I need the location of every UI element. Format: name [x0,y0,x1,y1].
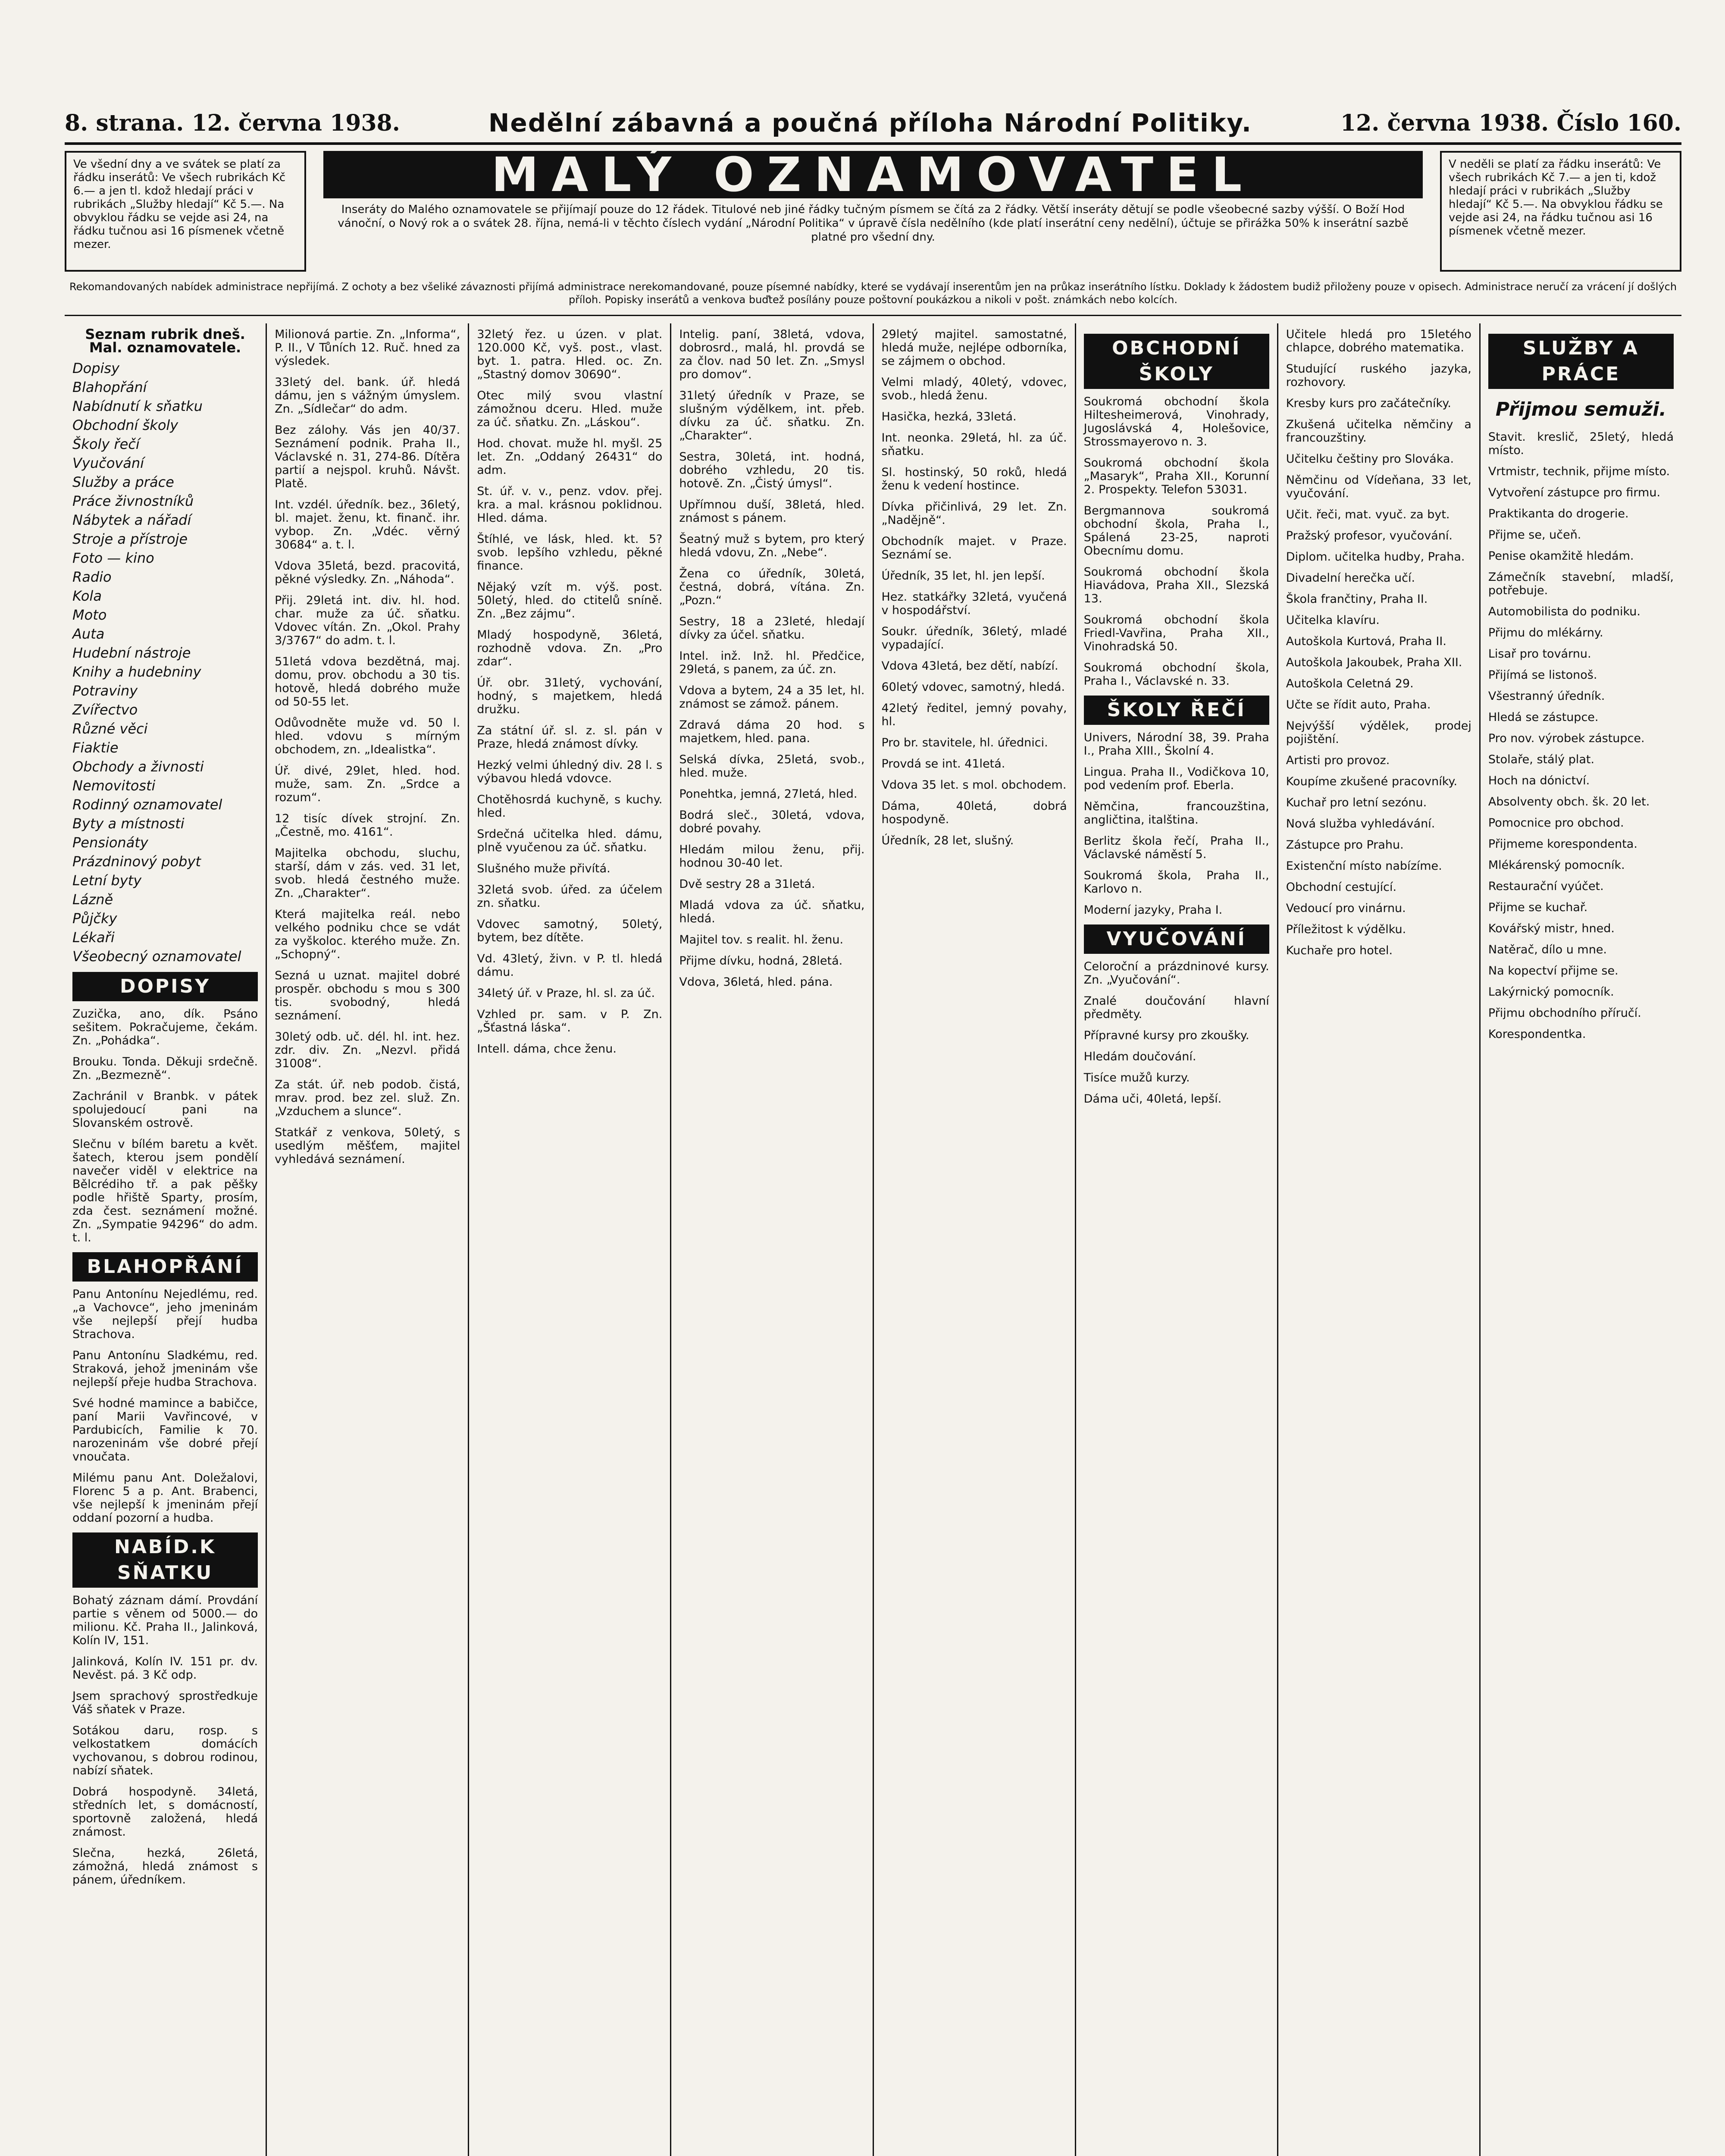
classified-ad: Soukromá obchodní škola Hiltesheimerová, Vinohrady, Jugoslávská 4, Holešovice, Strossmayerovo n. 3. [1083,395,1269,448]
toc-item: Nabídnutí k sňatku [72,398,203,414]
classified-ad: Přijme se, učeň. [1488,528,1581,542]
toc-item: Potraviny [72,683,138,699]
classified-ad: Nová služba vyhledávání. [1286,817,1435,830]
classified-ad: Lisař pro továrnu. [1488,647,1591,661]
classified-ad: Provdá se int. 41letá. [881,757,1005,771]
classified-ad: Němčinu od Vídeňana, 33 let, vyučování. [1286,473,1471,500]
classified-ad: Učitelka klavíru. [1286,614,1380,627]
blahoprani-list [72,1288,258,1525]
classified-ad: Bodrá sleč., 30letá, vdova, dobré povahy. [679,808,865,835]
toc-item: Fiaktie [72,740,119,756]
classified-ad: Stavit. kreslič, 25letý, hledá místo. [1488,430,1674,457]
toc-item: Práce živnostníků [72,493,194,509]
classified-ad: Tisíce mužů kurzy. [1083,1071,1190,1084]
classified-ad: Majitelka obchodu, sluchu, starší, dám v zás. ved. 31 let, svob. hledá čestného muže. Zn. „Charakter“. [275,846,460,900]
classified-ad: Korespondentka. [1488,1028,1586,1041]
columns [65,323,1681,2156]
classified-ad: Za státní úř. sl. z. sl. pán v Praze, hledá známost dívky. [477,724,663,751]
classified-ad: 32letá svob. úřed. za účelem zn. sňatku. [477,883,663,910]
classified-ad: 32letý řez. u úzen. v plat. 120.000 Kč, vyš. post., vlast. byt. 1. patra. Hled. oc. Zn. „Stastný domov 30690“. [477,328,663,381]
classified-ad: Selská dívka, 25letá, svob., hled. muže. [679,753,865,780]
classified-ad: Automobilista do podniku. [1488,605,1640,618]
classified-ad: Univers, Národní 38, 39. Praha I., Praha XIII., Školní 4. [1083,731,1269,758]
classified-ad: Která majitelka reál. nebo velkého podniku chce se vdát za vyškoloc. kterého muže. Zn. „Schopný“. [275,908,460,961]
classified-ad: Hezký velmi úhledný div. 28 l. s výbavou hledá vdovce. [477,758,663,785]
classified-ad: Nějaký vzít m. výš. post. 50letý, hled. do ctitelů sníně. Zn. „Bez zájmu“. [477,580,663,620]
classified-ad: Moderní jazyky, Praha I. [1083,903,1223,917]
classified-ad: Mlékárenský pomocník. [1488,859,1625,872]
classified-ad: Žena co úředník, 30letá, čestná, dobrá, vítána. Zn. „Pozn.“ [679,567,865,607]
classified-ad: Statkář z venkova, 50letý, s usedlým měšťem, majitel vyhledává seznámení. [275,1126,460,1166]
classified-ad: Všestranný úředník. [1488,689,1605,703]
classified-ad: Otec milý svou vlastní zámožnou dceru. Hled. muže za úč. sňatku. Zn. „Láskou“. [477,389,663,429]
classified-ad: Dáma uči, 40letá, lepší. [1083,1092,1222,1106]
classified-ad: Intelig. paní, 38letá, vdova, dobrosrd., malá, hl. provdá se za člov. nad 50 let. Zn. „Smysl pro domov“. [679,328,865,381]
classified-ad: Penise okamžitě hledám. [1488,549,1634,563]
classified-ad: Vdova, 36letá, hled. pána. [679,975,833,989]
rates-box-right: V neděli se platí za řádku inserátů: Ve všech rubrikách Kč 7.— a jen ti, kdož hledají práci v rubrikách „Služby hledají“ Kč 5.—. Na obvyklou řádku se vejde asi 24, na řádku tučnou asi 16 písmenek včetně mezer. [1440,151,1681,272]
classified-ad: Panu Antonínu Nejedlému, red. „a Vachovce“, jeho jmeninám vše nejlepší přejí hudba Strachova. [72,1288,258,1341]
classified-ad: Soukr. úředník, 36letý, mladé vypadající. [881,625,1067,652]
toc-item: Moto [72,607,107,623]
toc-item: Obchody a živnosti [72,758,204,775]
classified-ad: Existenční místo nabízíme. [1286,859,1442,873]
classified-ad: 34letý úř. v Praze, hl. sl. za úč. [477,987,655,1000]
toc-item: Knihy a hudebniny [72,664,201,680]
classified-ad: Nejvýšší výdělek, prodej pojištění. [1286,719,1471,746]
classified-ad: Odůvodněte muže vd. 50 l. hled. vdovu s mírným obchodem, zn. „Idealistka“. [275,716,460,756]
classified-ad: Vd. 43letý, živn. v P. tl. hledá dámu. [477,952,663,979]
classified-ad: Natěrač, dílo u mne. [1488,943,1607,956]
classified-ad: Velmi mladý, 40letý, vdovec, svob., hledá ženu. [881,376,1067,402]
classified-ad: Přijmu obchodního příručí. [1488,1006,1641,1020]
classified-ad: Zachránil v Branbk. v pátek spolujedoucí pani na Slovanském ostrově. [72,1090,258,1130]
skoly-reci-list [1084,731,1269,917]
classified-ad: Upřímnou duší, 38letá, hled. známost s pánem. [679,498,865,525]
classified-ad: Přípravné kursy pro zkoušky. [1083,1029,1249,1042]
column-7 [1278,323,1481,2156]
classified-ad: Kresby kurs pro začátečníky. [1286,397,1451,410]
classified-ad: Obchodník majet. v Praze. Seznámí se. [881,535,1067,561]
classified-ad: Lakýrnický pomocník. [1488,985,1614,999]
classified-ad: Soukromá obchodní škola Hiavádova, Praha XII., Slezská 13. [1083,565,1269,605]
ads-list [882,328,1067,847]
classified-ad: 30letý odb. uč. dél. hl. int. hez. zdr. div. Zn. „Nezvl. přidá 31008“. [275,1030,460,1070]
classified-ad: Sestra, 30letá, int. hodná, dobrého vzhledu, 20 tis. hotově. Zn. „Čistý úmysl“. [679,450,865,490]
classified-ad: Milionová partie. Zn. „Informa“, P. II., V Tůních 12. Ruč. hned za výsledek. [275,328,460,368]
classified-ad: Za stát. úř. neb podob. čistá, mrav. prod. bez zel. služ. Zn. „Vzduchem a slunce“. [275,1078,460,1118]
classified-ad: Kuchaře pro hotel. [1286,944,1393,957]
column-2 [267,323,469,2156]
classified-ad: Sl. hostinský, 50 roků, hledá ženu k vedení hostince. [881,466,1067,492]
classified-ad: Zkušená učitelka němčiny a francouzštiny. [1286,418,1471,445]
classified-ad: Zdravá dáma 20 hod. s majetkem, hled. pana. [679,718,865,745]
classified-ad: Int. neonka. 29letá, hl. za úč. sňatku. [881,431,1067,458]
classified-ad: Koupíme zkušené pracovníky. [1286,775,1458,788]
section-heading-skoly-reci: ŠKOLY ŘEČÍ [1084,696,1269,725]
toc-item: Lékaři [72,929,115,946]
classified-ad: Vrtmistr, technik, přijme místo. [1488,465,1670,478]
classified-ad: Bergmannova soukromá obchodní škola, Praha I., Spálená 23-25, naproti Obecnímu domu. [1083,504,1269,558]
toc-item: Hudební nástroje [72,645,191,661]
column-5 [874,323,1076,2156]
classified-ad: Úředník, 28 let, slušný. [881,834,1014,847]
classified-ad: Milému panu Ant. Doležalovi, Florenc 5 a p. Ant. Brabenci, vše nejlepší k jmeninám přejí oddaní pozorní a hudba. [72,1471,258,1525]
administration-notice: Rekomandovaných nabídek administrace nepřijímá. Z ochoty a bez všeliké závaznosti přijímá administrace nerekomandované, pouze písemné nabídky, které se vydávají inserentům jen na průkaz inserátního lístku. Doklady k žádostem budiž přiloženy pouze v opisech. Administrace neručí za vrácení jí došlých příloh. Popisky inserátů a venkova buďtež posílány pouze poštovní poukázkou a nikoli v pošt. známkách nebo kolcích. [65,280,1681,316]
toc-item: Rodinný oznamovatel [72,796,222,813]
classified-ad: 51letá vdova bezdětná, maj. domu, prov. obchodu a 30 tis. hotově, hledá dobrého muže od 50-55 let. [275,655,460,708]
classified-ad: Škola frančtiny, Praha II. [1286,592,1428,606]
classified-ad: Slečnu v bílém baretu a květ. šatech, kterou jsem pondělí navečer viděl v elektrice na Bělcrédiho tř. a pak pěšky podle hřiště Sparty, prosím, zda čest. seznámení možné. Zn. „Sympatie 94296“ do adm. t. l. [72,1138,258,1244]
newspaper-page [65,103,1681,2156]
classified-ad: Bez zálohy. Vás jen 40/37. Seznámení podnik. Praha II., Václavské n. 31, 274-86. Dítěra partií a nejspol. kruhů. Návšt. Platě. [275,423,460,490]
classified-ad: Autoškola Kurtová, Praha II. [1286,635,1446,648]
toc-item: Pensionáty [72,834,148,851]
subsection-heading-prijmou: Přijmou semuži. [1495,398,1666,420]
classified-ad: Vdova a bytem, 24 a 35 let, hl. známost se zámož. pánem. [679,684,865,711]
masthead-right: 12. června 1938. Číslo 160. [1340,110,1681,136]
toc-item: Nemovitosti [72,777,156,794]
classified-ad: Int. vzdél. úředník. bez., 36letý, bl. majet. ženu, kt. finanč. ihr. vybop. Zn. „Vdéc. věrný 30684“ a. t. l. [275,498,460,552]
column-1 [65,323,267,2156]
classified-ad: Jalinková, Kolín IV. 151 pr. dv. Nevěst. pá. 3 Kč odp. [72,1655,258,1682]
classified-ad: 12 tisíc dívek strojní. Zn. „Čestně, mo. 4161“. [275,812,460,839]
classified-ad: Hledám milou ženu, přij. hodnou 30-40 let. [679,843,865,870]
classified-ad: Kovářský mistr, hned. [1488,922,1615,935]
classified-ad: Učitele hledá pro 15letého chlapce, dobrého matematika. [1286,328,1471,354]
classified-ad: Dívka přičinlivá, 29 let. Zn. „Nadějně“. [881,500,1067,527]
classified-ad: Sestry, 18 a 23leté, hledají dívky za účel. sňatku. [679,615,865,642]
classified-ad: Soukromá obchodní škola, Praha I., Václavské n. 33. [1083,661,1269,688]
classified-ad: Němčina, francouzština, angličtina, italština. [1083,800,1269,827]
toc-title: Seznam rubrik dneš. Mal. oznamovatele. [85,326,245,356]
classified-ad: Dvě sestry 28 a 31letá. [679,877,815,891]
classified-ad: Ponehtka, jemná, 27letá, hled. [679,787,858,801]
classified-ad: Pražský profesor, vyučování. [1286,529,1453,542]
classified-ad: Bohatý záznam dámí. Provdání partie s věnem od 5000.— do milionu. Kč. Praha II., Jalinková, Kolín IV, 151. [72,1594,258,1647]
classified-ad: Obchodní cestující. [1286,881,1397,894]
toc-item: Letní byty [72,872,142,889]
classified-ad: Vdova 35 let. s mol. obchodem. [881,778,1067,792]
section-title: MALÝ OZNAMOVATEL [323,151,1423,198]
classified-ad: Zástupce pro Prahu. [1286,838,1404,852]
toc-item: Školy řečí [72,436,140,452]
classified-ad: Brouku. Tonda. Děkuji srdečně. Zn. „Bezmezně“. [72,1055,258,1082]
classified-ad: Kuchař pro letní sezónu. [1286,796,1427,809]
ads-list [1286,328,1471,957]
toc-item: Byty a místnosti [72,815,185,832]
classified-ad: Autoškola Celetná 29. [1286,677,1414,690]
classified-ad: Lingua. Praha II., Vodičkova 10, pod vedením prof. Eberla. [1083,765,1269,792]
toc-item: Vyučování [72,455,144,471]
classified-ad: 42letý ředitel, jemný povahy, hl. [881,702,1067,728]
toc-item: Služby a práce [72,474,174,490]
section-heading-sluzby: SLUŽBY A PRÁCE [1488,334,1674,389]
classified-ad: 33letý del. bank. úř. hledá dámu, jen s vážným úmyslem. Zn. „Sídlečar“ do adm. [275,376,460,416]
toc-item: Nábytek a nářadí [72,512,191,528]
masthead [65,103,1681,145]
classified-ad: Hasička, hezká, 33letá. [881,410,1017,423]
classified-ad: Pro br. stavitele, hl. úřednici. [881,736,1048,749]
rates-box-left: Ve všední dny a ve svátek se platí za řádku inserátů: Ve všech rubrikách Kč 6.— a jen tl. kdož hledají práci v rubrikách „Služby hledají“ Kč 5.—. Na obvyklou řádku se vejde asi 24, na řádku tučnou asi 16 písmenek včetně mezer. [65,151,306,272]
classified-ad: Diplom. učitelka hudby, Praha. [1286,550,1465,564]
classified-ad: Autoškola Jakoubek, Praha XII. [1286,656,1462,669]
classified-ad: Celoroční a prázdninové kursy. Zn. „Vyučování“. [1083,960,1269,987]
toc-item: Zvířectvo [72,702,138,718]
classified-ad: Restaurační vyúčet. [1488,880,1604,893]
toc-item: Kola [72,588,102,604]
ads-list [477,328,662,1056]
classified-ad: Sezná u uznat. majitel dobré prospěr. obchodu s mou s 300 tis. svobodný, hledá seznámení. [275,969,460,1022]
classified-ad: Dáma, 40letá, dobrá hospodyně. [881,799,1067,826]
classified-ad: Pomocnice pro obchod. [1488,816,1624,830]
classified-ad: Přij. 29letá int. div. hl. hod. char. muže za úč. sňatku. Vdovec vítán. Zn. „Okol. Prahy 3/3767“ do adm. t. l. [275,594,460,647]
classified-ad: Úř. divé, 29let, hled. hod. muže, sam. Zn. „Srdce a rozum“. [275,764,460,804]
toc-item: Všeobecný oznamovatel [72,948,241,965]
classified-ad: Jsem sprachový sprostředkuje Váš sňatek v Praze. [72,1689,258,1716]
classified-ad: Slečna, hezká, 26letá, zámožná, hledá známost s pánem, úředníkem. [72,1846,258,1887]
toc-item: Různé věci [72,721,148,737]
toc-item: Dopisy [72,360,120,376]
column-3 [469,323,671,2156]
column-8 [1481,323,1681,2156]
classified-ad: Přijmu do mlékárny. [1488,626,1603,639]
ads-list [679,328,864,989]
classified-ad: Chotěhosrdá kuchyně, s kuchy. hled. [477,793,663,820]
section-heading-obchodni-skoly: OBCHODNÍ ŠKOLY [1084,334,1269,389]
section-heading-dopisy: DOPISY [72,972,258,1001]
classified-ad: Hledám doučování. [1083,1050,1196,1063]
classified-ad: Přijímá se listonoš. [1488,668,1597,682]
classified-ad: Učit. řeči, mat. vyuč. za byt. [1286,508,1450,521]
classified-ad: St. úř. v. v., penz. vdov. přej. kra. a mal. krásnou poklidnou. Hled. dáma. [477,485,663,525]
classified-ad: Učte se řídit auto, Praha. [1286,698,1431,711]
classified-ad: Vytvoření zástupce pro firmu. [1488,486,1661,499]
obchodni-skoly-list [1084,395,1269,688]
classified-ad: Intel. inž. Inž. hl. Předčice, 29letá, s panem, za úč. zn. [679,649,865,676]
classified-ad: Vdova 43letá, bez dětí, nabízí. [881,659,1058,673]
classified-ad: Šeatný muž s bytem, pro který hledá vdovu, Zn. „Nebe“. [679,533,865,559]
section-heading-vyucovani: VYUČOVÁNÍ [1084,924,1269,954]
toc-item: Obchodní školy [72,417,178,433]
classified-ad: 60letý vdovec, samotný, hledá. [881,680,1065,694]
classified-ad: Zámečník stavební, mladší, potřebuje. [1488,570,1674,597]
classified-ad: Stolaře, stálý plat. [1488,753,1595,766]
masthead-center: Nedělní zábavná a poučná příloha Národní Politiky. [488,108,1252,138]
classified-ad: Své hodné mamince a babičce, paní Marii Vavřincové, v Pardubicích, Familie k 70. narozeninám vše dobré přejí vnoučata. [72,1397,258,1463]
classified-ad: Zuzička, ano, dík. Psáno sešitem. Pokračujeme, čekám. Zn. „Pohádka“. [72,1007,258,1047]
classified-ad: Soukromá škola, Praha II., Karlovo n. [1083,869,1269,896]
classified-ad: Mladá vdova za úč. sňatku, hledá. [679,899,865,925]
classified-ad: Hledá se zástupce. [1488,711,1599,724]
classified-ad: Hez. statkářky 32letá, vyučená v hospodářství. [881,590,1067,617]
classified-ad: Soukromá obchodní škola Friedl-Vavřina, Praha XII., Vinohradská 50. [1083,613,1269,653]
classified-ad: Sotákou daru, rosp. s velkostatkem domácích vychovanou, s dobrou rodinou, nabízí sňatek. [72,1724,258,1777]
vyucovani-list [1084,960,1269,1106]
toc-item: Foto — kino [72,550,154,566]
toc-list [72,359,258,966]
ads-list [275,328,460,1166]
classified-ad: Artisti pro provoz. [1286,754,1390,767]
classified-ad: Berlitz škola řečí, Praha II., Václavské náměstí 5. [1083,834,1269,861]
classified-ad: Na kopectví přijme se. [1488,964,1619,978]
classified-ad: 29letý majitel. samostatné, hledá muže, nejlépe odborníka, se zájmem o obchod. [881,328,1067,368]
toc-item: Půjčky [72,910,117,927]
classified-ad: Hod. chovat. muže hl. myšl. 25 let. Zn. „Oddaný 26431“ do adm. [477,437,663,477]
classified-ad: Majitel tov. s realit. hl. ženu. [679,933,844,946]
toc-item: Blahopřání [72,379,147,395]
classified-ad: Znalé doučování hlavní předměty. [1083,994,1269,1021]
snatek-list [72,1594,258,1887]
section-heading-blahoprani: BLAHOPŘÁNÍ [72,1252,258,1282]
column-4 [671,323,873,2156]
classified-ad: Vedoucí pro vinárnu. [1286,902,1406,915]
masthead-left: 8. strana. 12. června 1938. [65,110,400,136]
classified-ad: Studující ruského jazyka, rozhovory. [1286,362,1471,389]
toc-item: Auta [72,626,105,642]
classified-ad: Štíhlé, ve lásk, hled. kt. 5? svob. lepšího vzhledu, pěkné finance. [477,533,663,573]
classified-ad: Absolventy obch. šk. 20 let. [1488,795,1650,808]
classified-ad: Pro nov. výrobek zástupce. [1488,732,1645,745]
classified-ad: Intell. dáma, chce ženu. [477,1042,617,1056]
classified-ad: Úředník, 35 let, hl. jen lepší. [881,569,1045,583]
classified-ad: Hoch na dónictví. [1488,774,1590,787]
classified-ad: Praktikanta do drogerie. [1488,507,1629,520]
classified-ad: 31letý úředník v Praze, se slušným výdělkem, int. přeb. dívku za úč. sňatku. Zn. „Charakter“. [679,389,865,442]
title-description: Inseráty do Malého oznamovatele se přijímají pouze do 12 řádek. Titulové neb jiné řádky tučným písmem se čítá za 2 řádky. Větší inseráty dětují se podle všeobecné sazby výšší. O Boží Hod vánoční, o Nový rok a o svátek 28. října, nemá-li v těchto číslech vydání „Národní Politika“ v úpravě čísla nedělního (kde platí inserátní ceny nedělní), účtuje se přirážka 50% k inserátní sazbě platné pro všední dny. [338,203,1409,244]
toc-item: Lázně [72,891,113,908]
classified-ad: Přijme se kuchař. [1488,901,1588,914]
toc-item: Stroje a přístroje [72,531,188,547]
classified-ad: Soukromá obchodní škola „Masaryk“, Praha XII., Korunní 2. Prospekty. Telefon 53031. [1083,456,1269,496]
classified-ad: Vdovec samotný, 50letý, bytem, bez dítěte. [477,918,663,944]
classified-ad: Panu Antonínu Sladkému, red. Straková, jehož jmeninám vše nejlepší přeje hudba Strachova. [72,1349,258,1389]
classified-ad: Divadelní herečka učí. [1286,571,1415,585]
toc-item: Prázdninový pobyt [72,853,201,870]
classified-ad: Dobrá hospodyně. 34letá, středních let, s domácností, sportovně založená, hledá známost. [72,1785,258,1839]
classified-ad: Mladý hospodyně, 36letá, rozhodně vdova. Zn. „Pro zdar“. [477,628,663,668]
classified-ad: Přijmeme korespondenta. [1488,837,1637,851]
toc-item: Radio [72,569,112,585]
column-6 [1076,323,1278,2156]
dopisy-list [72,1007,258,1244]
classified-ad: Úř. obr. 31letý, vychování, hodný, s majetkem, hledá družku. [477,676,663,716]
banner [65,147,1681,289]
classified-ad: Přijme dívku, hodná, 28letá. [679,954,843,968]
ads-list [1488,430,1674,1041]
classified-ad: Učitelku češtiny pro Slováka. [1286,452,1454,466]
classified-ad: Příležitost k výdělku. [1286,923,1406,936]
classified-ad: Vdova 35letá, bezd. pracovitá, pěkné výsledky. Zn. „Náhoda“. [275,559,460,586]
classified-ad: Vzhled pr. sam. v P. Zn. „Šťastná láska“. [477,1008,663,1034]
section-heading-snatek: NABÍD.K SŇATKU [72,1532,258,1588]
classified-ad: Srdečná učitelka hled. dámu, plně vyučenou za úč. sňatku. [477,827,663,854]
classified-ad: Slušného muže přivítá. [477,862,610,875]
